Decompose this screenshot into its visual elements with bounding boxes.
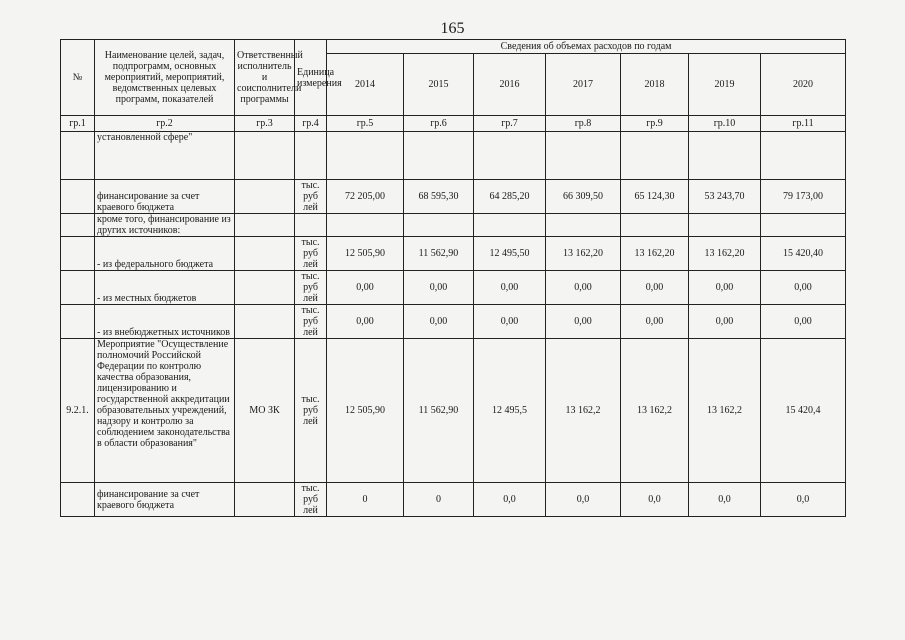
row-value xyxy=(689,132,761,180)
row-value: 0,0 xyxy=(761,483,846,517)
row-responsible: МО ЗК xyxy=(235,339,295,483)
row-value: 13 162,20 xyxy=(546,237,621,271)
row-unit: тыс. руб лей xyxy=(295,271,327,305)
header-year: 2018 xyxy=(621,54,689,116)
table-row xyxy=(61,483,846,517)
row-value: 68 595,30 xyxy=(404,180,474,214)
row-value xyxy=(761,132,846,180)
row-responsible xyxy=(235,180,295,214)
row-value: 0,00 xyxy=(761,271,846,305)
row-value xyxy=(621,132,689,180)
row-num: 9.2.1. xyxy=(61,339,95,483)
row-name: финансирование за счет краевого бюджета xyxy=(95,483,235,517)
row-num xyxy=(61,237,95,271)
row-num xyxy=(61,305,95,339)
table-row xyxy=(61,237,846,271)
col-label: гр.7 xyxy=(474,116,546,132)
row-num xyxy=(61,180,95,214)
row-value xyxy=(327,132,404,180)
table-row xyxy=(61,305,846,339)
row-value: 0,00 xyxy=(621,271,689,305)
row-value xyxy=(404,214,474,237)
row-name: кроме того, финансирование из других источников: xyxy=(95,214,235,237)
row-responsible xyxy=(235,214,295,237)
row-name: Мероприятие "Осуществление полномочий Российской Федерации по контролю качества образования, лицензированию и государственной аккредитации образовательных учреждений, надзору и контролю за соблюдением законодательства в области образования" xyxy=(95,339,235,483)
column-numbers-row xyxy=(61,116,846,132)
row-value: 0,00 xyxy=(327,271,404,305)
col-label: гр.4 xyxy=(295,116,327,132)
col-label: гр.11 xyxy=(761,116,846,132)
row-value: 79 173,00 xyxy=(761,180,846,214)
row-name: установленной сфере" xyxy=(95,132,235,180)
row-name: финансирование за счет краевого бюджета xyxy=(95,180,235,214)
row-value: 0,00 xyxy=(546,271,621,305)
row-value: 13 162,2 xyxy=(621,339,689,483)
row-num xyxy=(61,483,95,517)
col-label: гр.10 xyxy=(689,116,761,132)
row-value: 0,00 xyxy=(327,305,404,339)
col-label: гр.9 xyxy=(621,116,689,132)
row-value: 12 505,90 xyxy=(327,237,404,271)
row-value xyxy=(474,132,546,180)
col-label: гр.2 xyxy=(95,116,235,132)
row-value: 0,00 xyxy=(404,271,474,305)
table-row xyxy=(61,339,846,483)
row-responsible xyxy=(235,271,295,305)
header-year: 2020 xyxy=(761,54,846,116)
header-year: 2017 xyxy=(546,54,621,116)
page-number: 165 xyxy=(440,20,465,37)
row-responsible xyxy=(235,305,295,339)
table-row xyxy=(61,132,846,180)
col-label: гр.5 xyxy=(327,116,404,132)
row-value: 72 205,00 xyxy=(327,180,404,214)
row-value: 64 285,20 xyxy=(474,180,546,214)
row-value: 13 162,2 xyxy=(689,339,761,483)
row-value: 0,00 xyxy=(689,305,761,339)
row-unit: тыс. руб лей xyxy=(295,483,327,517)
row-value xyxy=(327,214,404,237)
row-num xyxy=(61,271,95,305)
row-unit: тыс. руб лей xyxy=(295,305,327,339)
col-label: гр.1 xyxy=(61,116,95,132)
row-value: 0,0 xyxy=(546,483,621,517)
row-unit: тыс. руб лей xyxy=(295,180,327,214)
col-label: гр.8 xyxy=(546,116,621,132)
row-responsible xyxy=(235,132,295,180)
header-expenses-group: Сведения об объемах расходов по годам xyxy=(327,40,846,54)
row-value: 11 562,90 xyxy=(404,237,474,271)
row-unit xyxy=(295,214,327,237)
header-responsible: Ответственный исполнитель и соисполнители программы xyxy=(235,40,295,116)
row-value: 0 xyxy=(327,483,404,517)
row-value: 13 162,20 xyxy=(689,237,761,271)
row-value: 0,0 xyxy=(621,483,689,517)
row-value: 0,0 xyxy=(474,483,546,517)
row-num xyxy=(61,132,95,180)
row-unit: тыс. руб лей xyxy=(295,237,327,271)
row-value: 11 562,90 xyxy=(404,339,474,483)
row-responsible xyxy=(235,483,295,517)
row-value: 12 495,5 xyxy=(474,339,546,483)
row-value: 15 420,40 xyxy=(761,237,846,271)
row-value: 0,00 xyxy=(689,271,761,305)
row-value xyxy=(546,214,621,237)
row-value: 12 495,50 xyxy=(474,237,546,271)
row-responsible xyxy=(235,237,295,271)
row-value xyxy=(404,132,474,180)
row-value: 12 505,90 xyxy=(327,339,404,483)
row-value: 0 xyxy=(404,483,474,517)
header-year: 2019 xyxy=(689,54,761,116)
col-label: гр.3 xyxy=(235,116,295,132)
row-value: 13 162,2 xyxy=(546,339,621,483)
row-value: 0,00 xyxy=(621,305,689,339)
header-year: 2015 xyxy=(404,54,474,116)
budget-table xyxy=(60,39,846,517)
table-row xyxy=(61,214,846,237)
row-value: 53 243,70 xyxy=(689,180,761,214)
row-value: 0,00 xyxy=(474,305,546,339)
row-value: 0,00 xyxy=(761,305,846,339)
row-name: - из внебюджетных источников xyxy=(95,305,235,339)
row-value: 15 420,4 xyxy=(761,339,846,483)
row-value xyxy=(689,214,761,237)
row-value: 66 309,50 xyxy=(546,180,621,214)
row-num xyxy=(61,214,95,237)
header-unit: Единица измерения xyxy=(295,40,327,116)
row-name: - из местных бюджетов xyxy=(95,271,235,305)
header-name: Наименование целей, задач, подпрограмм, основных мероприятий, мероприятий, ведомственных целевых программ, показателей xyxy=(95,40,235,116)
row-value xyxy=(546,132,621,180)
row-value xyxy=(621,214,689,237)
row-value: 13 162,20 xyxy=(621,237,689,271)
row-name: - из федерального бюджета xyxy=(95,237,235,271)
table-row xyxy=(61,180,846,214)
row-value xyxy=(474,214,546,237)
row-value: 0,00 xyxy=(474,271,546,305)
row-value: 65 124,30 xyxy=(621,180,689,214)
row-unit xyxy=(295,132,327,180)
table-row xyxy=(61,271,846,305)
row-value: 0,0 xyxy=(689,483,761,517)
row-value: 0,00 xyxy=(404,305,474,339)
header-num: № xyxy=(61,40,95,116)
col-label: гр.6 xyxy=(404,116,474,132)
header-year: 2016 xyxy=(474,54,546,116)
row-value xyxy=(761,214,846,237)
row-value: 0,00 xyxy=(546,305,621,339)
row-unit: тыс. руб лей xyxy=(295,339,327,483)
header-year: 2014 xyxy=(327,54,404,116)
